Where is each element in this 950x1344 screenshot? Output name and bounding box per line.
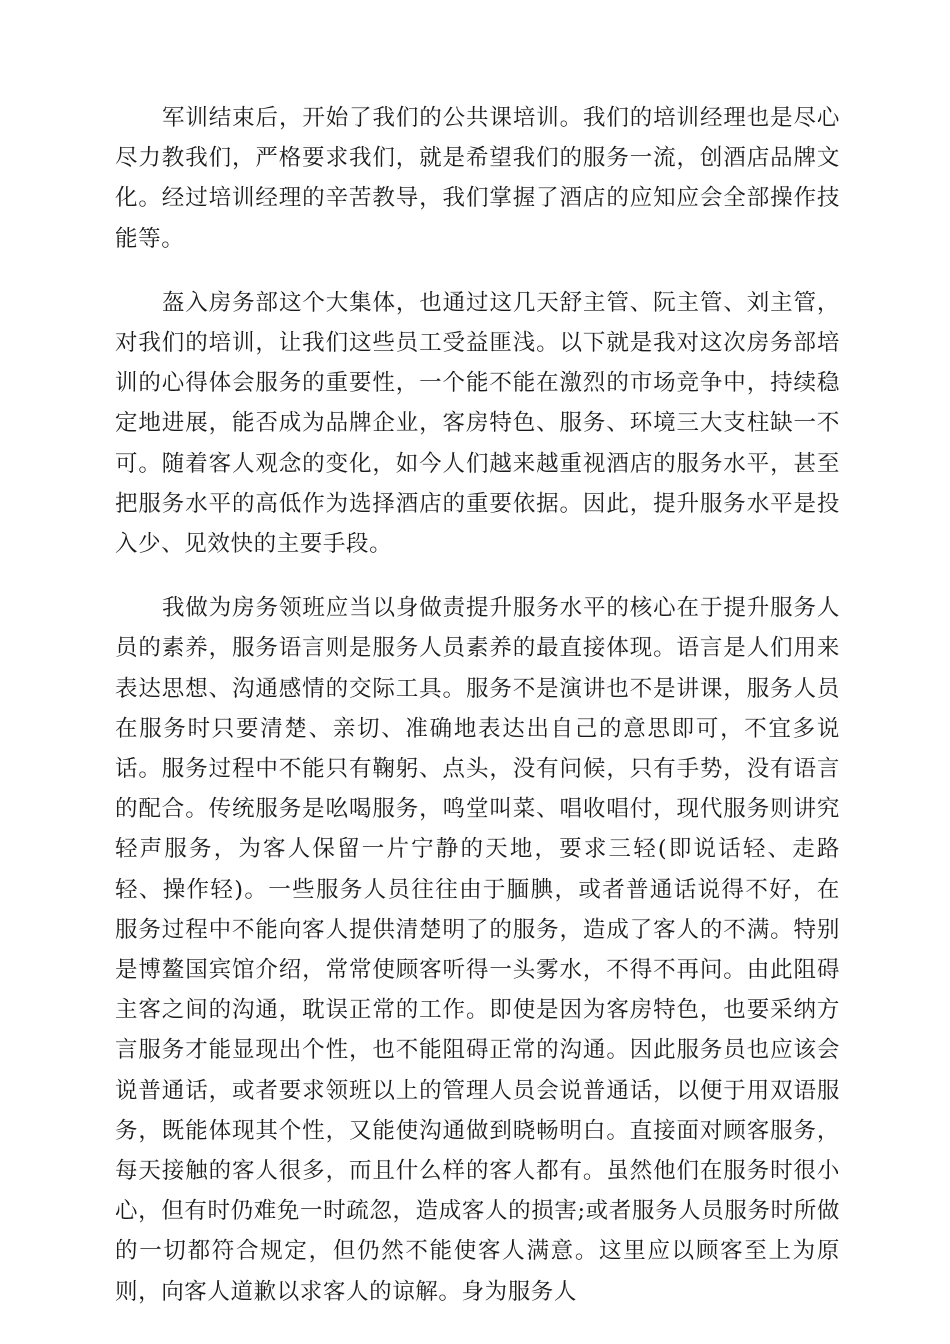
document-body — [115, 98, 840, 1312]
paragraph-3: 我做为房务领班应当以身做责提升服务水平的核心在于提升服务人员的素养，服务语言则是服务人员素养的最直接体现。语言是人们用来表达思想、沟通感情的交际工具。服务不是演讲也不是讲课，服务人员在服务时只要清楚、亲切、准确地表达出自己的意思即可，不宜多说话。服务过程中不能只有鞠躬、点头，没有问候，只有手势，没有语言的配合。传统服务是吆喝服务，鸣堂叫菜、唱收唱付，现代服务则讲究轻声服务，为客人保留一片宁静的天地，要求三轻(即说话轻、走路轻、操作轻)。一些服务人员往往由于腼腆，或者普通话说得不好，在服务过程中不能向客人提供清楚明了的服务，造成了客人的不满。特别是博鳌国宾馆介绍，常常使顾客听得一头雾水，不得不再问。由此阻碍主客之间的沟通，耽误正常的工作。即使是因为客房特色，也要采纳方言服务才能显现出个性，也不能阻碍正常的沟通。因此服务员也应该会说普通话，或者要求领班以上的管理人员会说普通话，以便于用双语服务，既能体现其个性，又能使沟通做到晓畅明白。直接面对顾客服务，每天接触的客人很多，而且什么样的客人都有。虽然他们在服务时很小心，但有时仍难免一时疏忽，造成客人的损害;或者服务人员服务时所做的一切都符合规定，但仍然不能使客人满意。这里应以顾客至上为原则，向客人道歉以求客人的谅解。身为服务人 — [115, 595, 840, 1305]
paragraph-2: 盔入房务部这个大集体，也通过这几天舒主管、阮主管、刘主管，对我们的培训，让我们这些员工受益匪浅。以下就是我对这次房务部培训的心得体会服务的重要性，一个能不能在激烈的市场竞争中，持续稳定地进展，能否成为品牌企业，客房特色、服务、环境三大支柱缺一不可。随着客人观念的变化，如今人们越来越重视酒店的服务水平，甚至把服务水平的高低作为选择酒店的重要依据。因此，提升服务水平是投入少、见效快的主要手段。 — [115, 289, 840, 558]
paragraph-1: 军训结束后，开始了我们的公共课培训。我们的培训经理也是尽心尽力教我们，严格要求我们，就是希望我们的服务一流，创酒店品牌文化。经过培训经理的辛苦教导，我们掌握了酒店的应知应会全部操作技能等。 — [115, 105, 840, 252]
